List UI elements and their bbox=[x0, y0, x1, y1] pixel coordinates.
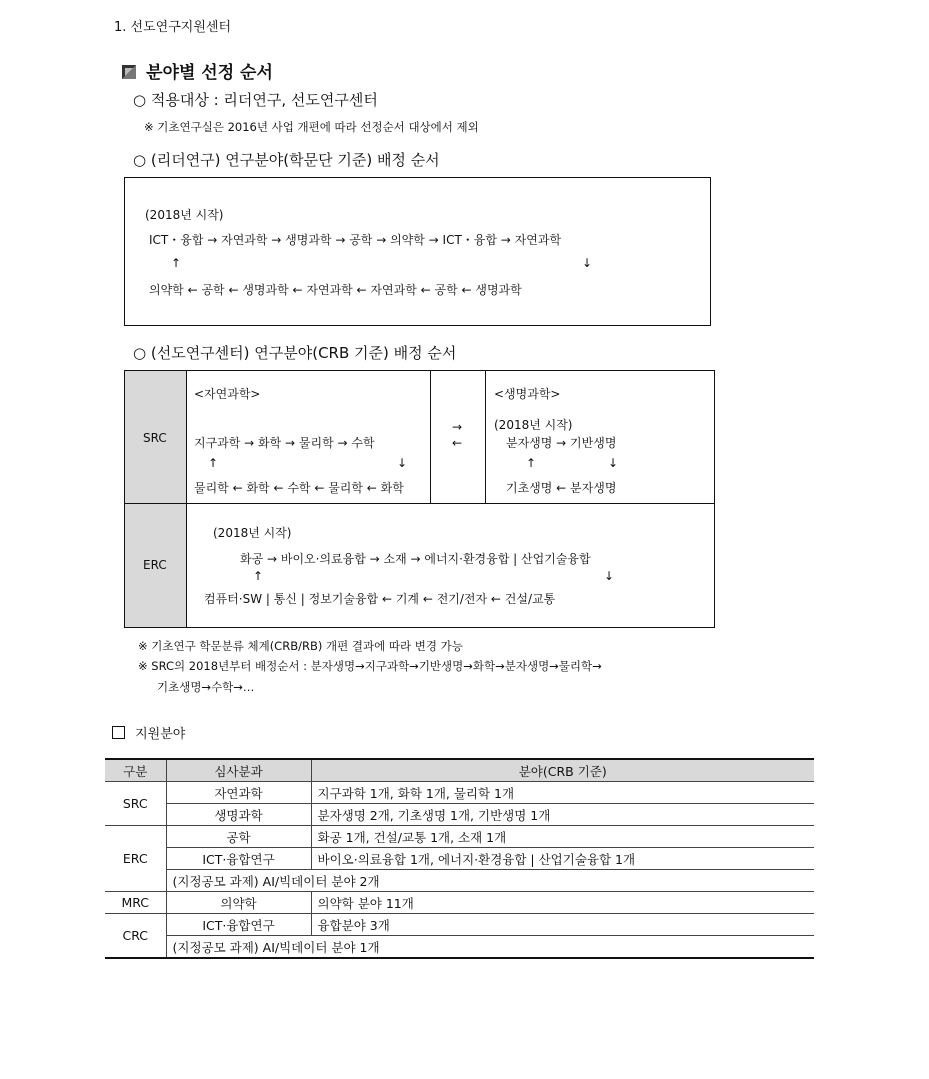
table-row bbox=[105, 914, 814, 936]
cell-src: SRC bbox=[105, 782, 166, 826]
cell-crc: CRC bbox=[105, 914, 166, 959]
note-src-order: ※ SRC의 2018년부터 배정순서 : 분자생명→지구과학→기반생명→화학→분자생명→물리학→ bbox=[138, 659, 602, 673]
cell-mrc: MRC bbox=[105, 892, 166, 914]
cell-sub: 생명과학 bbox=[166, 804, 311, 826]
support-title-row bbox=[112, 723, 185, 742]
up-arrow-icon: ↑ bbox=[526, 456, 537, 470]
basic-lab-note: ※ 기초연구실은 2016년 사업 개편에 따라 선정순서 대상에서 제외 bbox=[144, 120, 479, 134]
note-src-order-cont: 기초생명→수학→… bbox=[157, 680, 255, 694]
table-row bbox=[105, 804, 814, 826]
leader-order-row1: ICT・융합 → 자연과학 → 생명과학 → 공학 → 의약학 → ICT・융합 → 자연과학 bbox=[149, 233, 562, 247]
src-label: SRC bbox=[143, 431, 167, 445]
support-fields-table bbox=[105, 758, 814, 959]
down-arrow-icon: ↓ bbox=[397, 456, 408, 470]
cell-erc: ERC bbox=[105, 826, 166, 892]
cell-field: 화공 1개, 건설/교통 1개, 소재 1개 bbox=[311, 826, 814, 848]
table-row bbox=[105, 826, 814, 848]
checkbox-square-icon bbox=[112, 726, 125, 739]
cell-field: 바이오·의료융합 1개, 에너지·환경융합 | 산업기술융합 1개 bbox=[311, 848, 814, 870]
erc-order-row1: 화공 → 바이오·의료융합 → 소재 → 에너지·환경융합 | 산업기술융합 bbox=[240, 552, 591, 566]
src-life-row2: 기초생명 ← 분자생명 bbox=[506, 481, 617, 495]
right-arrow-icon: → bbox=[452, 420, 463, 434]
erc-order-row2: 컴퓨터·SW | 통신 | 정보기술융합 ← 기계 ← 전기/전자 ← 건설/교통 bbox=[204, 592, 556, 606]
header-review-panel: 심사분과 bbox=[166, 759, 311, 782]
erc-label: ERC bbox=[143, 558, 167, 572]
section-title-row bbox=[122, 58, 273, 83]
support-title: 지원분야 bbox=[135, 727, 186, 742]
cell-sub: 공학 bbox=[166, 826, 311, 848]
table-header-row bbox=[105, 759, 814, 782]
table-row bbox=[105, 870, 814, 892]
table-row bbox=[105, 892, 814, 914]
cell-designated: (지정공모 과제) AI/빅데이터 분야 2개 bbox=[166, 870, 814, 892]
leader-order-row2: 의약학 ← 공학 ← 생명과학 ← 자연과학 ← 자연과학 ← 공학 ← 생명과학 bbox=[149, 283, 522, 297]
table-row bbox=[105, 782, 814, 804]
document-heading: 1. 선도연구지원센터 bbox=[114, 20, 231, 35]
down-arrow-icon: ↓ bbox=[608, 456, 619, 470]
leader-start-label: (2018년 시작) bbox=[145, 208, 224, 222]
note-crb: ※ 기초연구 학문분류 체계(CRB/RB) 개편 결과에 따라 변경 가능 bbox=[138, 639, 463, 653]
cell-field: 분자생명 2개, 기초생명 1개, 기반생명 1개 bbox=[311, 804, 814, 826]
header-field: 분야(CRB 기준) bbox=[311, 759, 814, 782]
cell-sub: 의약학 bbox=[166, 892, 311, 914]
center-divider-1 bbox=[186, 370, 187, 628]
square-bullet-icon bbox=[122, 64, 135, 77]
cell-field: 지구과학 1개, 화학 1개, 물리학 1개 bbox=[311, 782, 814, 804]
center-divider-2 bbox=[430, 370, 431, 504]
header-category: 구분 bbox=[105, 759, 166, 782]
up-arrow-icon: ↑ bbox=[253, 569, 264, 583]
src-natural-title: <자연과학> bbox=[194, 387, 261, 401]
center-divider-3 bbox=[485, 370, 486, 504]
apply-target-line: ○ 적용대상 : 리더연구, 선도연구센터 bbox=[133, 91, 378, 109]
leader-order-box bbox=[124, 177, 711, 326]
up-arrow-icon: ↑ bbox=[171, 256, 182, 270]
leader-research-heading: ○ (리더연구) 연구분야(학문단 기준) 배정 순서 bbox=[133, 151, 440, 169]
down-arrow-icon: ↓ bbox=[582, 256, 593, 270]
erc-start-label: (2018년 시작) bbox=[213, 526, 292, 540]
left-arrow-icon: ← bbox=[452, 436, 463, 450]
down-arrow-icon: ↓ bbox=[604, 569, 615, 583]
cell-sub: ICT·융합연구 bbox=[166, 914, 311, 936]
center-heading: ○ (선도연구센터) 연구분야(CRB 기준) 배정 순서 bbox=[133, 344, 457, 362]
cell-sub: 자연과학 bbox=[166, 782, 311, 804]
src-life-row1: 분자생명 → 기반생명 bbox=[506, 436, 617, 450]
src-natural-row2: 물리학 ← 화학 ← 수학 ← 물리학 ← 화학 bbox=[194, 481, 404, 495]
src-life-start: (2018년 시작) bbox=[494, 418, 573, 432]
cell-field: 융합분야 3개 bbox=[311, 914, 814, 936]
table-row bbox=[105, 848, 814, 870]
src-natural-row1: 지구과학 → 화학 → 물리학 → 수학 bbox=[194, 436, 375, 450]
cell-field: 의약학 분야 11개 bbox=[311, 892, 814, 914]
up-arrow-icon: ↑ bbox=[208, 456, 219, 470]
table-row bbox=[105, 936, 814, 959]
cell-designated: (지정공모 과제) AI/빅데이터 분야 1개 bbox=[166, 936, 814, 959]
cell-sub: ICT·융합연구 bbox=[166, 848, 311, 870]
section-title: 분야별 선정 순서 bbox=[146, 63, 273, 83]
src-life-title: <생명과학> bbox=[494, 387, 561, 401]
center-row-divider bbox=[124, 503, 715, 504]
